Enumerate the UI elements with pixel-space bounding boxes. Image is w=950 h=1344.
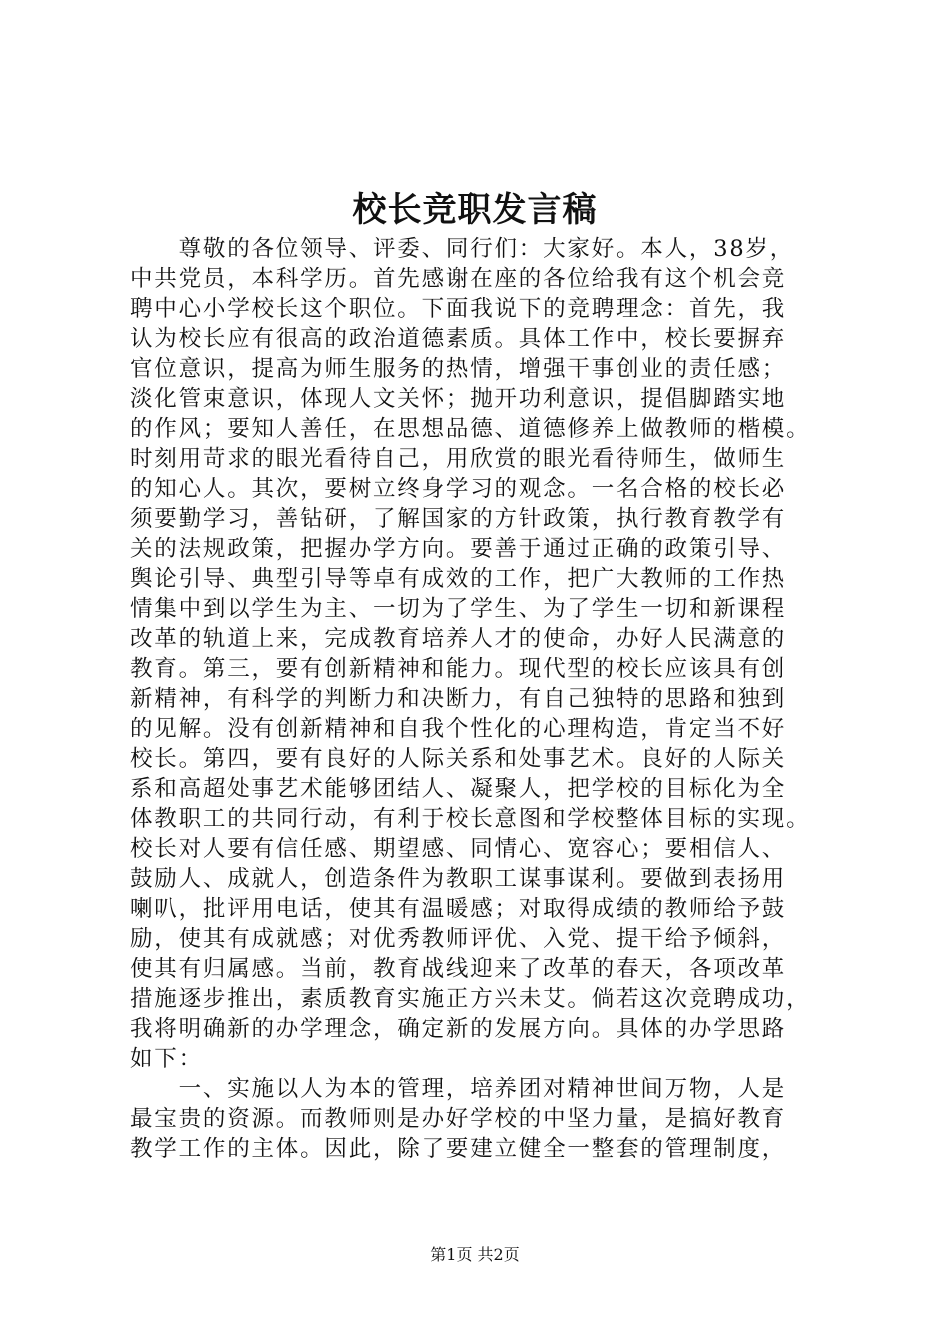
body-line: 改革的轨道上来，完成教育培养人才的使命，办好人民满意的 (130, 626, 787, 652)
body-line: 一、实施以人为本的管理，培养团对精神世间万物，人是 (130, 1076, 787, 1102)
body-line: 时刻用苛求的眼光看待自己，用欣赏的眼光看待师生，做师生 (130, 446, 787, 472)
body-line: 如下： (130, 1046, 203, 1072)
body-line: 情集中到以学生为主、一切为了学生、为了学生一切和新课程 (130, 596, 787, 622)
body-line: 聘中心小学校长这个职位。下面我说下的竞聘理念：首先，我 (130, 296, 787, 322)
body-line: 校长。第四，要有良好的人际关系和处事艺术。良好的人际关 (130, 746, 787, 772)
body-line: 使其有归属感。当前，教育战线迎来了改革的春天，各项改革 (130, 956, 787, 982)
body-line: 系和高超处事艺术能够团结人、凝聚人，把学校的目标化为全 (130, 776, 787, 802)
body-line: 教育。第三，要有创新精神和能力。现代型的校长应该具有创 (130, 656, 787, 682)
body-line: 舆论引导、典型引导等卓有成效的工作，把广大教师的工作热 (130, 566, 787, 592)
body-line: 的作风；要知人善任，在思想品德、道德修养上做教师的楷模。 (130, 416, 811, 442)
body-line: 尊敬的各位领导、评委、同行们：大家好。本人，38岁， (130, 236, 795, 262)
body-line: 措施逐步推出，素质教育实施正方兴未艾。倘若这次竞聘成功， (130, 986, 811, 1012)
body-line: 淡化管束意识，体现人文关怀；抛开功利意识，提倡脚踏实地 (130, 386, 787, 412)
body-line: 须要勤学习，善钻研，了解国家的方针政策，执行教育教学有 (130, 506, 787, 532)
page-number-footer: 第1页 共2页 (430, 1245, 520, 1264)
body-line: 体教职工的共同行动，有利于校长意图和学校整体目标的实现。 (130, 806, 811, 832)
body-line: 的知心人。其次，要树立终身学习的观念。一名合格的校长必 (130, 476, 787, 502)
body-line: 教学工作的主体。因此，除了要建立健全一整套的管理制度， (130, 1136, 787, 1162)
body-line: 励，使其有成就感；对优秀教师评优、入党、提干给予倾斜， (130, 926, 787, 952)
document-title: 校长竞职发言稿 (352, 190, 598, 230)
body-line: 新精神，有科学的判断力和决断力，有自己独特的思路和独到 (130, 686, 787, 712)
body-line: 的见解。没有创新精神和自我个性化的心理构造，肯定当不好 (130, 716, 787, 742)
body-line: 中共党员，本科学历。首先感谢在座的各位给我有这个机会竞 (130, 266, 787, 292)
body-line: 校长对人要有信任感、期望感、同情心、宽容心；要相信人、 (130, 836, 787, 862)
body-line: 喇叭，批评用电话，使其有温暖感；对取得成绩的教师给予鼓 (130, 896, 787, 922)
body-line: 最宝贵的资源。而教师则是办好学校的中坚力量，是搞好教育 (130, 1106, 787, 1132)
body-line: 鼓励人、成就人，创造条件为教职工谋事谋利。要做到表扬用 (130, 866, 787, 892)
document-body (130, 234, 840, 1164)
body-line: 我将明确新的办学理念，确定新的发展方向。具体的办学思路 (130, 1016, 787, 1042)
body-line: 认为校长应有很高的政治道德素质。具体工作中，校长要摒弃 (130, 326, 787, 352)
body-line: 关的法规政策，把握办学方向。要善于通过正确的政策引导、 (130, 536, 787, 562)
body-line: 官位意识，提高为师生服务的热情，增强干事创业的责任感； (130, 356, 787, 382)
